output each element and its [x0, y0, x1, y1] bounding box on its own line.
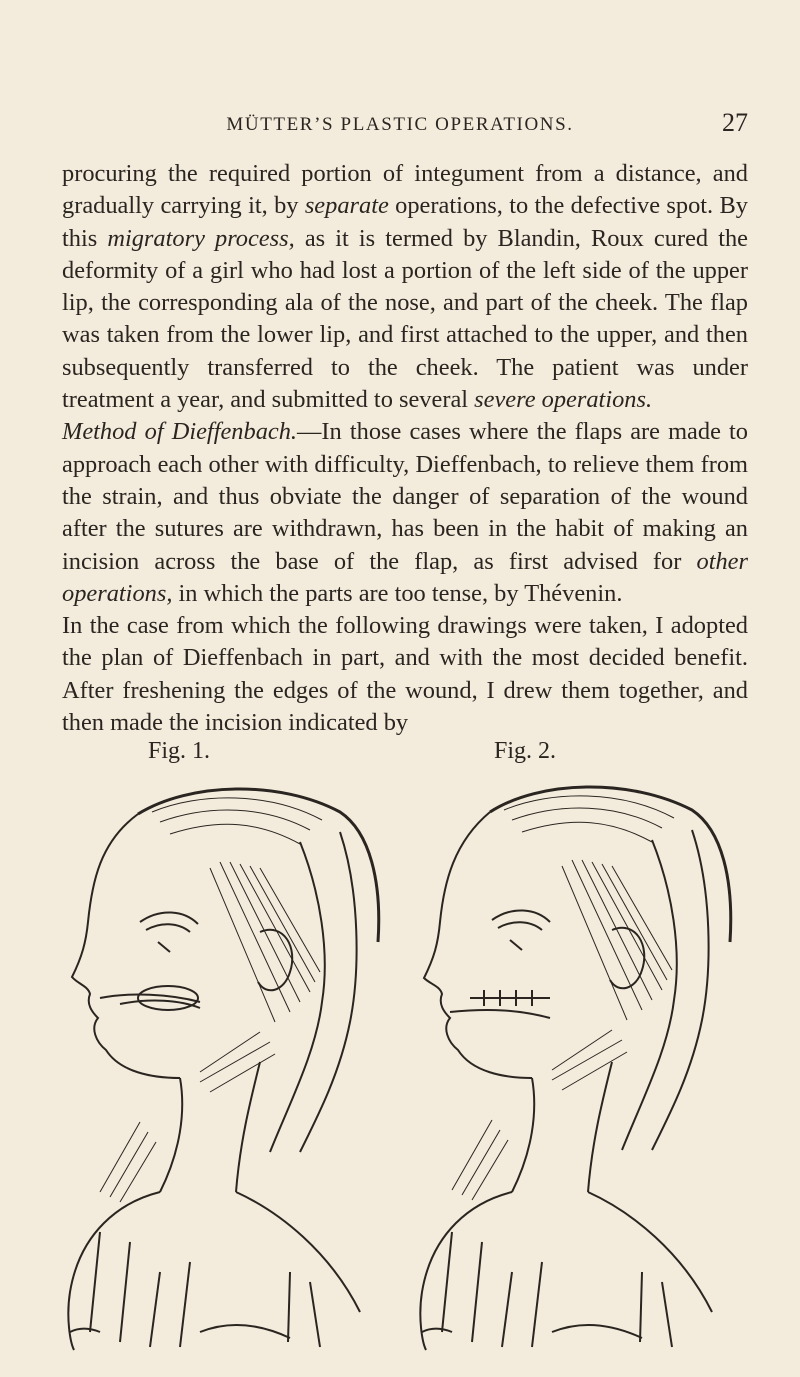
- fig1-illustration: [60, 772, 390, 1352]
- p1-italic-migratory: migratory process,: [107, 224, 295, 252]
- p1-text-c: operations, to the defective spot. By this: [62, 192, 748, 252]
- paragraph-2: [62, 416, 748, 610]
- fig2-label: Fig. 2.: [494, 738, 557, 764]
- p2-text-d: in which the parts are too tense, by Thévenin.: [172, 579, 623, 607]
- body-text: [62, 158, 748, 739]
- fig1-drawing: [60, 772, 390, 1352]
- p2-text-b: —In those cases where the flaps are made to approach each other with difficulty, Dieffenbach, to relieve them from the strain, and thus obviate the danger of separation of the wound after the sutures are withdrawn, has been in the habit of making an incision across the base of the flap, as first advised for: [62, 418, 748, 575]
- fig2-drawing: [410, 772, 740, 1352]
- p1-text-e: as it is termed by Blandin, Roux cured the deformity of a girl who had lost a portion of the left side of the upper lip, the corresponding ala of the nose, and part of the cheek. The flap was taken from the lower lip, and first attached to the upper, and then subsequently transferred to the cheek. The patient was under treatment a year, and submitted to several: [62, 224, 748, 414]
- fig1-label: Fig. 1.: [148, 738, 211, 764]
- p1-italic-separate: separate: [304, 192, 389, 220]
- p1-text-a: procuring the required portion of integument from a distance, and gradually carrying it, by: [62, 160, 748, 220]
- paragraph-1: [62, 158, 748, 416]
- p2-heading-dieffenbach: Method of Dieffenbach.: [62, 418, 298, 446]
- page-number: 27: [722, 108, 748, 137]
- running-head: MÜTTER’S PLASTIC OPERATIONS.: [226, 114, 574, 135]
- p1-italic-severe: severe operations.: [474, 386, 653, 414]
- paragraph-3: In the case from which the following drawings were taken, I adopted the plan of Dieffenbach in part, and with the most decided benefit. After freshening the edges of the wound, I drew them together, and then made the incision indicated by: [62, 612, 748, 737]
- p2-italic-other: other operations,: [62, 547, 748, 607]
- page-header: [0, 96, 800, 136]
- fig2-illustration: [410, 772, 740, 1352]
- figures: [60, 738, 760, 1358]
